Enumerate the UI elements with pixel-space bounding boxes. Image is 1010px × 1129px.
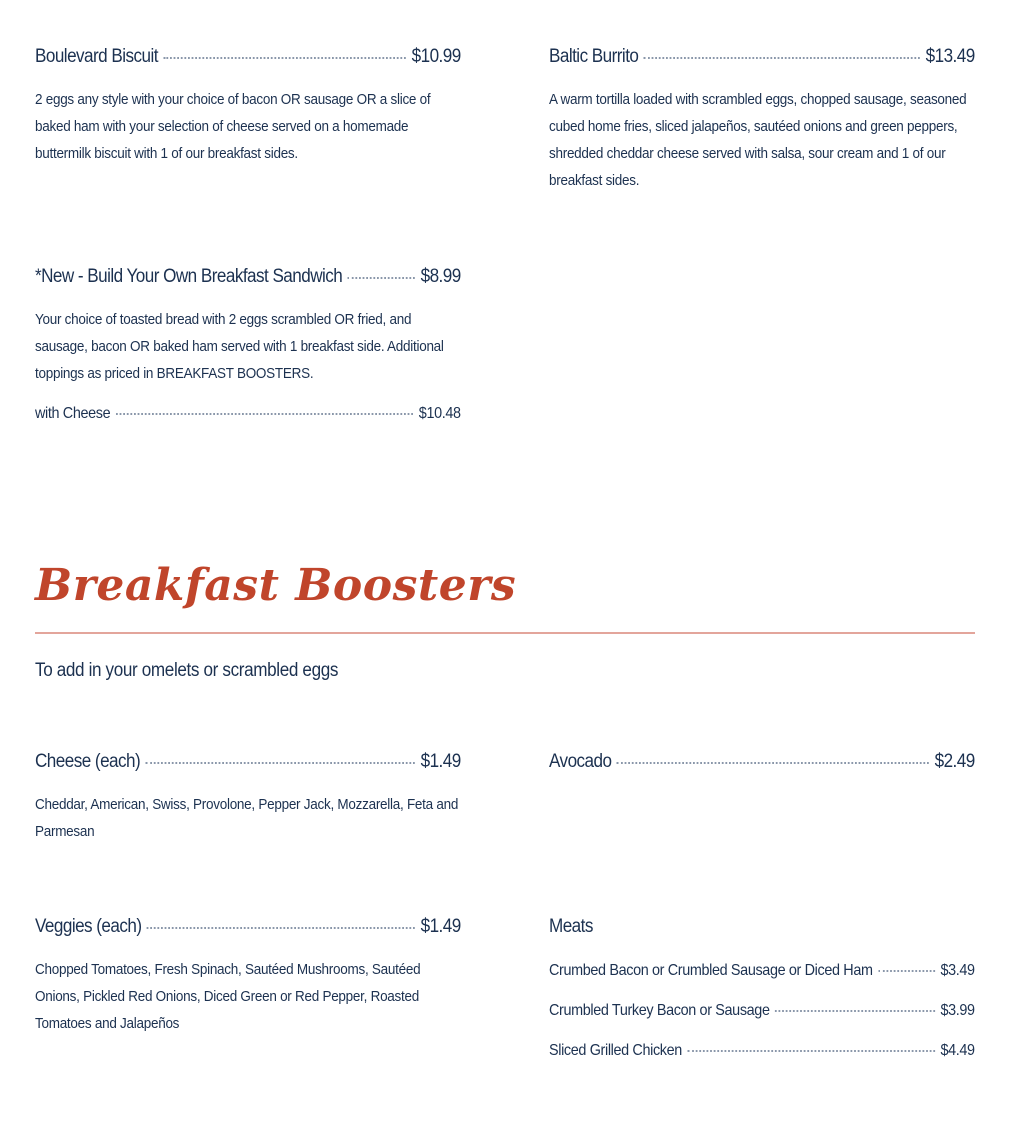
item-name: Baltic Burrito: [549, 46, 639, 67]
item-name: Meats: [549, 916, 593, 937]
option-price: $3.99: [940, 1002, 975, 1019]
item-header: [549, 46, 975, 68]
item-name: Avocado: [549, 751, 612, 772]
item-description: 2 eggs any style with your choice of bacon OR sausage OR a slice of baked ham with your selection of cheese served on a homemade buttermilk biscuit with 1 of our breakfast sides.: [35, 91, 431, 162]
item-description: Chopped Tomatoes, Fresh Spinach, Sautéed Mushrooms, Sautéed Onions, Pickled Red Onions, Diced Green or Red Pepper, Roasted Tomatoes and Jalapeños: [35, 961, 421, 1032]
option-label: with Cheese: [35, 405, 111, 422]
menu-item-meats: [549, 916, 975, 1060]
dot-leader: [116, 413, 414, 415]
section-subtitle: To add in your omelets or scrambled eggs: [35, 660, 339, 681]
menu-item-baltic-burrito: [549, 46, 975, 194]
item-description: Your choice of toasted bread with 2 eggs scrambled OR fried, and sausage, bacon OR baked ham served with 1 breakfast side. Additional toppings as priced in BREAKFAST BOOSTERS.: [35, 311, 444, 382]
item-name: Veggies (each): [35, 916, 142, 937]
item-price: $8.99: [420, 266, 461, 287]
menu-item-build-your-own-sandwich: [35, 266, 461, 423]
meat-option: [549, 1002, 975, 1020]
item-header: [549, 751, 975, 773]
item-name: *New - Build Your Own Breakfast Sandwich: [35, 266, 343, 287]
menu-item-cheese: [35, 751, 461, 845]
section-divider: [35, 632, 975, 634]
item-header: [35, 266, 461, 288]
item-description: A warm tortilla loaded with scrambled eggs, chopped sausage, seasoned cubed home fries, sliced jalapeños, sautéed onions and green peppers, shredded cheddar cheese served with salsa, sour cream and 1 of our breakfast sides.: [549, 91, 967, 189]
item-header: [549, 916, 975, 938]
item-name: Cheese (each): [35, 751, 141, 772]
menu-item-avocado: [549, 751, 975, 773]
item-name: Boulevard Biscuit: [35, 46, 158, 67]
dot-leader: [644, 57, 920, 59]
item-price: $2.49: [934, 751, 975, 772]
item-header: [35, 916, 461, 938]
item-price: $10.99: [411, 46, 461, 67]
dot-leader: [617, 762, 929, 764]
item-description: Cheddar, American, Swiss, Provolone, Pepper Jack, Mozzarella, Feta and Parmesan: [35, 796, 459, 840]
option-label: Crumbled Turkey Bacon or Sausage: [549, 1002, 770, 1019]
option-price: $3.49: [940, 962, 975, 979]
dot-leader: [687, 1050, 935, 1052]
meat-option: [549, 1042, 975, 1060]
menu-item-boulevard-biscuit: [35, 46, 461, 167]
item-price: $1.49: [420, 751, 461, 772]
item-option-with-cheese: [35, 405, 461, 423]
option-label: Crumbed Bacon or Crumbled Sausage or Diced Ham: [549, 962, 873, 979]
item-header: [35, 751, 461, 773]
item-price: $1.49: [420, 916, 461, 937]
option-label: Sliced Grilled Chicken: [549, 1042, 682, 1059]
item-header: [35, 46, 461, 68]
dot-leader: [348, 277, 416, 279]
menu-item-veggies: [35, 916, 461, 1037]
meat-option: [549, 962, 975, 980]
dot-leader: [878, 970, 935, 972]
dot-leader: [147, 927, 415, 929]
option-price: $4.49: [940, 1042, 975, 1059]
item-price: $13.49: [925, 46, 975, 67]
section-title-breakfast-boosters: Breakfast Boosters: [35, 560, 517, 611]
dot-leader: [775, 1010, 935, 1012]
dot-leader: [163, 57, 406, 59]
dot-leader: [146, 762, 416, 764]
option-price: $10.48: [418, 405, 461, 422]
